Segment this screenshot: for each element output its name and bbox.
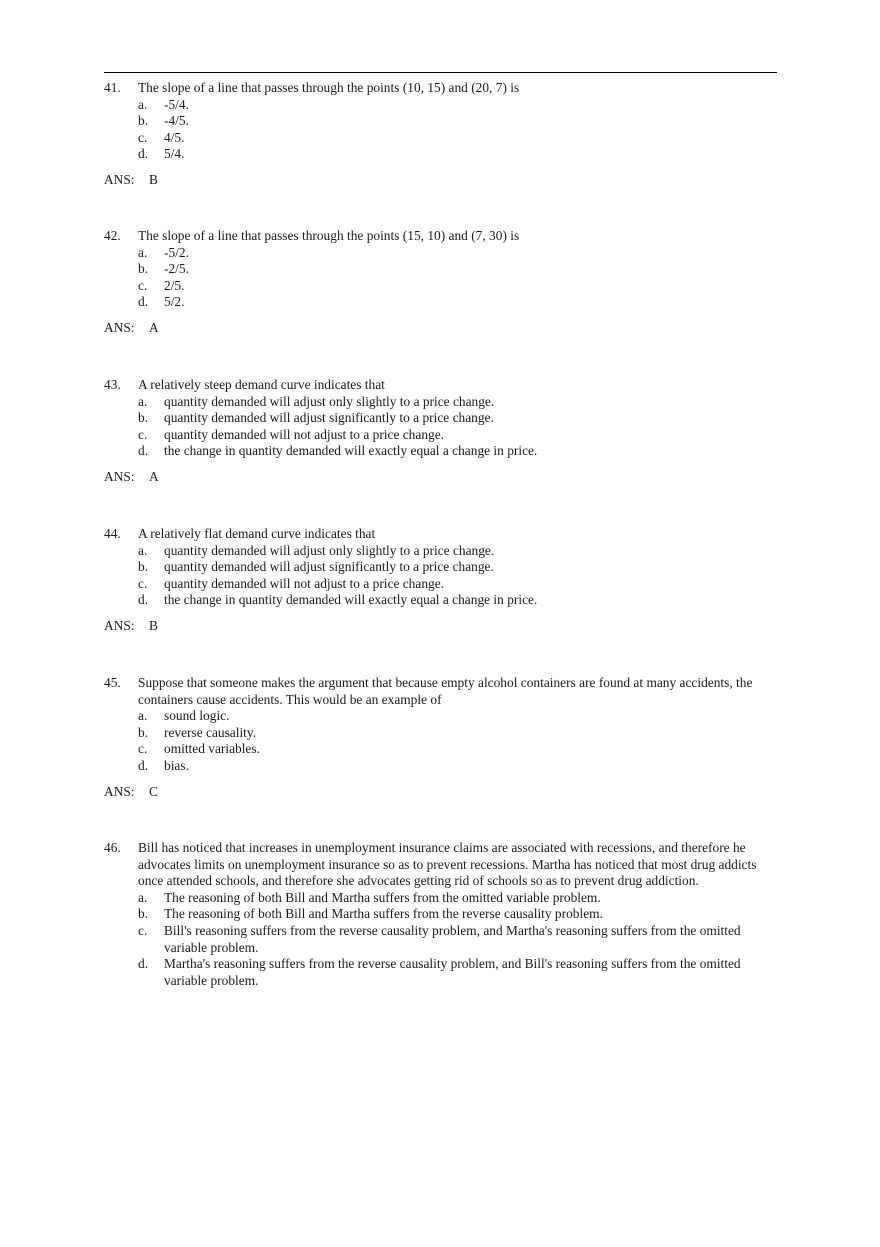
- choice-letter: c.: [138, 277, 148, 293]
- choice-letter: a.: [138, 96, 148, 112]
- question-number: 45.: [104, 675, 121, 690]
- choice-a: [138, 708, 780, 725]
- choice-text: 5/2.: [164, 294, 185, 310]
- choice-letter: c.: [138, 741, 148, 757]
- answer-label: ANS:: [104, 468, 135, 484]
- choice-b: [138, 559, 780, 576]
- choice-text: bias.: [164, 757, 189, 773]
- choice-letter: d.: [138, 294, 149, 310]
- answer-value: A: [149, 468, 159, 484]
- answer-label: ANS:: [104, 617, 135, 633]
- choice-letter: b.: [138, 559, 149, 575]
- choice-b: [138, 113, 780, 130]
- answer-line: [104, 469, 780, 486]
- choice-d: [138, 956, 780, 989]
- choice-b: [138, 261, 780, 278]
- answer-label: ANS:: [104, 319, 135, 335]
- question-44: [104, 526, 780, 635]
- choice-text: Bill's reasoning suffers from the reverse causality problem, and Martha's reasoning suffers from the omitted variable problem.: [164, 922, 741, 955]
- question-46: [104, 840, 780, 989]
- question-number: 41.: [104, 80, 121, 95]
- choice-text: 2/5.: [164, 277, 185, 293]
- answer-line: [104, 618, 780, 635]
- choice-letter: b.: [138, 906, 149, 922]
- question-42: [104, 228, 780, 337]
- answer-value: B: [149, 171, 158, 187]
- choice-list: [138, 97, 780, 163]
- choice-c: [138, 576, 780, 593]
- choice-letter: b.: [138, 113, 149, 129]
- answer-line: [104, 784, 780, 801]
- question-41: [104, 80, 780, 189]
- choice-c: [138, 130, 780, 147]
- choice-text: omitted variables.: [164, 741, 260, 757]
- choice-text: the change in quantity demanded will exactly equal a change in price.: [164, 592, 538, 608]
- question-number: 42.: [104, 228, 121, 243]
- question-text: The slope of a line that passes through the points (10, 15) and (20, 7) is: [138, 80, 520, 95]
- choice-letter: d.: [138, 443, 149, 459]
- answer-value: A: [149, 319, 159, 335]
- choice-letter: b.: [138, 410, 149, 426]
- choice-letter: c.: [138, 129, 148, 145]
- choice-letter: c.: [138, 922, 148, 938]
- choice-text: quantity demanded will adjust significantly to a price change.: [164, 410, 494, 426]
- question-stem: [104, 377, 780, 394]
- choice-text: reverse causality.: [164, 724, 257, 740]
- choice-list: [138, 245, 780, 311]
- choice-letter: a.: [138, 708, 148, 724]
- choice-a: [138, 394, 780, 411]
- question-45: [104, 675, 780, 800]
- choice-text: The reasoning of both Bill and Martha suffers from the reverse causality problem.: [164, 906, 603, 922]
- choice-text: quantity demanded will not adjust to a price change.: [164, 426, 445, 442]
- choice-text: The reasoning of both Bill and Martha suffers from the omitted variable problem.: [164, 889, 601, 905]
- choice-c: [138, 278, 780, 295]
- choice-d: [138, 146, 780, 163]
- choice-text: -4/5.: [164, 113, 189, 129]
- choice-list: [138, 543, 780, 609]
- question-text: Bill has noticed that increases in unemployment insurance claims are associated with recessions, and therefore he advocates limits on unemployment insurance so as to prevent recessions. Martha has noticed that most drug addicts once attended schools, and therefore she advocates getting rid of schools so as to prevent drug addiction.: [138, 840, 757, 889]
- choice-c: [138, 427, 780, 444]
- answer-line: [104, 320, 780, 337]
- choice-letter: b.: [138, 724, 149, 740]
- choice-letter: d.: [138, 956, 149, 972]
- choice-text: 4/5.: [164, 129, 185, 145]
- question-stem: [104, 675, 780, 708]
- choice-letter: b.: [138, 261, 149, 277]
- choice-b: [138, 725, 780, 742]
- choice-text: the change in quantity demanded will exactly equal a change in price.: [164, 443, 538, 459]
- question-number: 44.: [104, 526, 121, 541]
- choice-a: [138, 890, 780, 907]
- choice-text: quantity demanded will adjust significantly to a price change.: [164, 559, 494, 575]
- choice-letter: a.: [138, 889, 148, 905]
- choice-c: [138, 741, 780, 758]
- answer-label: ANS:: [104, 783, 135, 799]
- choice-d: [138, 294, 780, 311]
- question-stem: [104, 80, 780, 97]
- choice-list: [138, 708, 780, 774]
- choice-letter: d.: [138, 757, 149, 773]
- answer-label: ANS:: [104, 171, 135, 187]
- header-rule: [104, 72, 777, 73]
- choice-a: [138, 245, 780, 262]
- choice-letter: a.: [138, 542, 148, 558]
- choice-text: -2/5.: [164, 261, 189, 277]
- question-number: 43.: [104, 377, 121, 392]
- choice-letter: d.: [138, 146, 149, 162]
- choice-letter: c.: [138, 426, 148, 442]
- choice-a: [138, 543, 780, 560]
- question-text: Suppose that someone makes the argument that because empty alcohol containers are found at many accidents, the containers cause accidents. This would be an example of: [138, 675, 753, 707]
- answer-value: B: [149, 617, 158, 633]
- choice-d: [138, 443, 780, 460]
- choice-letter: a.: [138, 244, 148, 260]
- choice-text: quantity demanded will not adjust to a price change.: [164, 575, 445, 591]
- choice-d: [138, 592, 780, 609]
- choice-a: [138, 97, 780, 114]
- choice-letter: a.: [138, 393, 148, 409]
- question-text: The slope of a line that passes through the points (15, 10) and (7, 30) is: [138, 228, 520, 243]
- question-stem: [104, 526, 780, 543]
- choice-text: 5/4.: [164, 146, 185, 162]
- question-stem: [104, 840, 780, 890]
- choice-text: Martha's reasoning suffers from the reverse causality problem, and Bill's reasoning suffers from the omitted variable problem.: [164, 956, 741, 988]
- choice-c: [138, 923, 780, 956]
- question-stem: [104, 228, 780, 245]
- question-text: A relatively steep demand curve indicates that: [138, 377, 385, 392]
- choice-letter: d.: [138, 592, 149, 608]
- choice-text: -5/4.: [164, 96, 189, 112]
- answer-value: C: [149, 783, 158, 799]
- choice-list: [138, 890, 780, 990]
- choice-text: sound logic.: [164, 708, 230, 724]
- choice-text: quantity demanded will adjust only slightly to a price change.: [164, 542, 495, 558]
- choice-list: [138, 394, 780, 460]
- question-43: [104, 377, 780, 486]
- choice-d: [138, 758, 780, 775]
- answer-line: [104, 172, 780, 189]
- choice-text: -5/2.: [164, 244, 189, 260]
- question-number: 46.: [104, 840, 121, 855]
- question-text: A relatively flat demand curve indicates that: [138, 526, 376, 541]
- choice-letter: c.: [138, 575, 148, 591]
- choice-text: quantity demanded will adjust only slightly to a price change.: [164, 393, 495, 409]
- choice-b: [138, 906, 780, 923]
- choice-b: [138, 410, 780, 427]
